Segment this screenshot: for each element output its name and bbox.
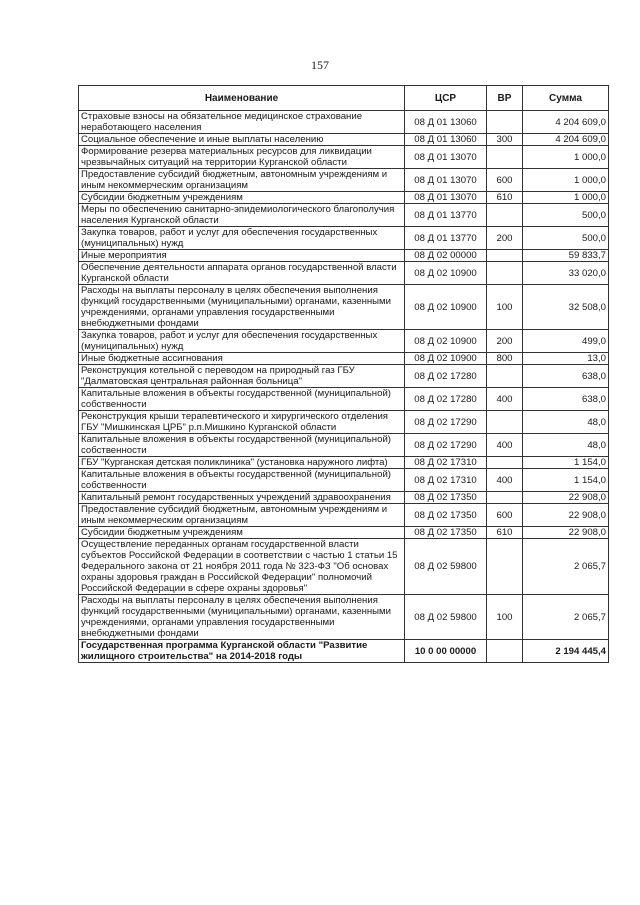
cell-sum: 48,0 xyxy=(523,434,609,457)
cell-vr: 400 xyxy=(487,434,523,457)
table-row xyxy=(79,469,609,492)
table-row xyxy=(79,353,609,365)
cell-vr: 400 xyxy=(487,469,523,492)
cell-vr: 200 xyxy=(487,330,523,353)
cell-name: ГБУ "Курганская детская поликлиника" (установка наружного лифта) xyxy=(79,457,405,469)
table-row xyxy=(79,146,609,169)
cell-name: Иные мероприятия xyxy=(79,250,405,262)
table-row xyxy=(79,169,609,192)
cell-csr: 08 Д 02 17280 xyxy=(405,365,487,388)
cell-vr: 800 xyxy=(487,353,523,365)
cell-name: Обеспечение деятельности аппарата органов государственной власти Курганской области xyxy=(79,262,405,285)
cell-sum: 1 000,0 xyxy=(523,169,609,192)
cell-csr: 08 Д 02 17350 xyxy=(405,504,487,527)
table-row xyxy=(79,250,609,262)
table-row xyxy=(79,365,609,388)
cell-name: Меры по обеспечению санитарно-эпидемиологического благополучия населения Курганской области xyxy=(79,204,405,227)
cell-sum: 48,0 xyxy=(523,411,609,434)
cell-vr: 610 xyxy=(487,527,523,539)
cell-vr xyxy=(487,365,523,388)
table-row xyxy=(79,330,609,353)
table-row xyxy=(79,504,609,527)
table-row xyxy=(79,111,609,134)
cell-sum: 638,0 xyxy=(523,388,609,411)
cell-csr: 08 Д 01 13070 xyxy=(405,192,487,204)
table-header-row xyxy=(79,86,609,111)
cell-sum: 500,0 xyxy=(523,204,609,227)
table-row xyxy=(79,492,609,504)
cell-name: Государственная программа Курганской области "Развитие жилищного строительства" на 2014-2018 годы xyxy=(79,640,405,663)
cell-name: Иные бюджетные ассигнования xyxy=(79,353,405,365)
table-row xyxy=(79,192,609,204)
cell-name: Реконструкция котельной с переводом на природный газ ГБУ "Далматовская центральная районная больница" xyxy=(79,365,405,388)
cell-csr: 08 Д 02 17290 xyxy=(405,411,487,434)
cell-sum: 1 000,0 xyxy=(523,146,609,169)
cell-sum: 1 000,0 xyxy=(523,192,609,204)
cell-vr xyxy=(487,539,523,595)
table-row xyxy=(79,539,609,595)
cell-vr xyxy=(487,204,523,227)
cell-vr: 100 xyxy=(487,595,523,640)
table-row xyxy=(79,204,609,227)
cell-sum: 638,0 xyxy=(523,365,609,388)
cell-csr: 08 Д 02 59800 xyxy=(405,595,487,640)
cell-vr: 400 xyxy=(487,388,523,411)
cell-sum: 1 154,0 xyxy=(523,457,609,469)
cell-vr xyxy=(487,146,523,169)
header-name: Наименование xyxy=(79,86,405,111)
cell-sum: 2 065,7 xyxy=(523,539,609,595)
cell-vr xyxy=(487,492,523,504)
cell-name: Субсидии бюджетным учреждениям xyxy=(79,192,405,204)
cell-sum: 13,0 xyxy=(523,353,609,365)
header-sum: Сумма xyxy=(523,86,609,111)
table-row xyxy=(79,388,609,411)
table-row xyxy=(79,640,609,663)
cell-name: Капитальный ремонт государственных учреждений здравоохранения xyxy=(79,492,405,504)
cell-vr xyxy=(487,262,523,285)
table-row xyxy=(79,134,609,146)
cell-vr: 100 xyxy=(487,285,523,330)
table-row xyxy=(79,262,609,285)
cell-name: Формирование резерва материальных ресурсов для ликвидации чрезвычайных ситуаций на территории Курганской области xyxy=(79,146,405,169)
cell-sum: 22 908,0 xyxy=(523,504,609,527)
cell-name: Капитальные вложения в объекты государственной (муниципальной) собственности xyxy=(79,434,405,457)
header-vr: ВР xyxy=(487,86,523,111)
cell-name: Страховые взносы на обязательное медицинское страхование неработающего населения xyxy=(79,111,405,134)
cell-vr xyxy=(487,111,523,134)
cell-sum: 22 908,0 xyxy=(523,527,609,539)
cell-name: Расходы на выплаты персоналу в целях обеспечения выполнения функций государственными (муниципальными) органами, казенными учреждениями, органами управления государственными внебюджетными фондами xyxy=(79,285,405,330)
cell-csr: 08 Д 02 17290 xyxy=(405,434,487,457)
table-row xyxy=(79,227,609,250)
cell-sum: 500,0 xyxy=(523,227,609,250)
cell-sum: 32 508,0 xyxy=(523,285,609,330)
table-row xyxy=(79,595,609,640)
table-row xyxy=(79,285,609,330)
cell-name: Предоставление субсидий бюджетным, автономным учреждениям и иным некоммерческим организациям xyxy=(79,169,405,192)
table-body xyxy=(79,111,609,663)
cell-csr: 10 0 00 00000 xyxy=(405,640,487,663)
cell-name: Капитальные вложения в объекты государственной (муниципальной) собственности xyxy=(79,469,405,492)
cell-vr: 300 xyxy=(487,134,523,146)
cell-csr: 08 Д 02 00000 xyxy=(405,250,487,262)
cell-csr: 08 Д 01 13060 xyxy=(405,111,487,134)
cell-vr xyxy=(487,411,523,434)
budget-table xyxy=(78,85,609,663)
table-row xyxy=(79,457,609,469)
cell-name: Закупка товаров, работ и услуг для обеспечения государственных (муниципальных) нужд xyxy=(79,227,405,250)
cell-name: Социальное обеспечение и иные выплаты населению xyxy=(79,134,405,146)
cell-sum: 4 204 609,0 xyxy=(523,111,609,134)
cell-sum: 4 204 609,0 xyxy=(523,134,609,146)
header-csr: ЦСР xyxy=(405,86,487,111)
cell-name: Предоставление субсидий бюджетным, автономным учреждениям и иным некоммерческим организациям xyxy=(79,504,405,527)
cell-csr: 08 Д 02 17350 xyxy=(405,492,487,504)
cell-vr: 610 xyxy=(487,192,523,204)
cell-csr: 08 Д 01 13770 xyxy=(405,204,487,227)
cell-csr: 08 Д 02 10900 xyxy=(405,262,487,285)
cell-name: Субсидии бюджетным учреждениям xyxy=(79,527,405,539)
cell-vr: 200 xyxy=(487,227,523,250)
cell-csr: 08 Д 02 17280 xyxy=(405,388,487,411)
table-row xyxy=(79,527,609,539)
cell-name: Реконструкция крыши терапевтического и хирургического отделения ГБУ "Мишкинская ЦРБ" р.п.Мишкино Курганской области xyxy=(79,411,405,434)
cell-sum: 59 833,7 xyxy=(523,250,609,262)
cell-vr: 600 xyxy=(487,169,523,192)
cell-vr xyxy=(487,457,523,469)
page-number: 157 xyxy=(311,58,329,72)
cell-csr: 08 Д 01 13070 xyxy=(405,169,487,192)
cell-name: Закупка товаров, работ и услуг для обеспечения государственных (муниципальных) нужд xyxy=(79,330,405,353)
cell-sum: 33 020,0 xyxy=(523,262,609,285)
cell-name: Капитальные вложения в объекты государственной (муниципальной) собственности xyxy=(79,388,405,411)
cell-sum: 2 194 445,4 xyxy=(523,640,609,663)
cell-name: Осуществление переданных органам государственной власти субъектов Российской Федерации в соответствии с частью 1 статьи 15 Федерального закона от 21 ноября 2011 года № 323-ФЗ "Об основах охраны здоровья граждан в Российской Федерации" полномочий Российской Федерации в сфере охраны здоровья" xyxy=(79,539,405,595)
cell-csr: 08 Д 02 17350 xyxy=(405,527,487,539)
cell-sum: 22 908,0 xyxy=(523,492,609,504)
cell-csr: 08 Д 02 10900 xyxy=(405,353,487,365)
cell-csr: 08 Д 01 13770 xyxy=(405,227,487,250)
cell-sum: 2 065,7 xyxy=(523,595,609,640)
cell-sum: 499,0 xyxy=(523,330,609,353)
cell-csr: 08 Д 02 10900 xyxy=(405,330,487,353)
cell-csr: 08 Д 02 17310 xyxy=(405,469,487,492)
cell-csr: 08 Д 02 59800 xyxy=(405,539,487,595)
cell-csr: 08 Д 01 13070 xyxy=(405,146,487,169)
cell-vr xyxy=(487,250,523,262)
cell-csr: 08 Д 02 10900 xyxy=(405,285,487,330)
cell-vr: 600 xyxy=(487,504,523,527)
cell-csr: 08 Д 02 17310 xyxy=(405,457,487,469)
table-row xyxy=(79,411,609,434)
cell-name: Расходы на выплаты персоналу в целях обеспечения выполнения функций государственными (муниципальными) органами, казенными учреждениями, органами управления государственными внебюджетными фондами xyxy=(79,595,405,640)
cell-vr xyxy=(487,640,523,663)
cell-csr: 08 Д 01 13060 xyxy=(405,134,487,146)
cell-sum: 1 154,0 xyxy=(523,469,609,492)
table-row xyxy=(79,434,609,457)
